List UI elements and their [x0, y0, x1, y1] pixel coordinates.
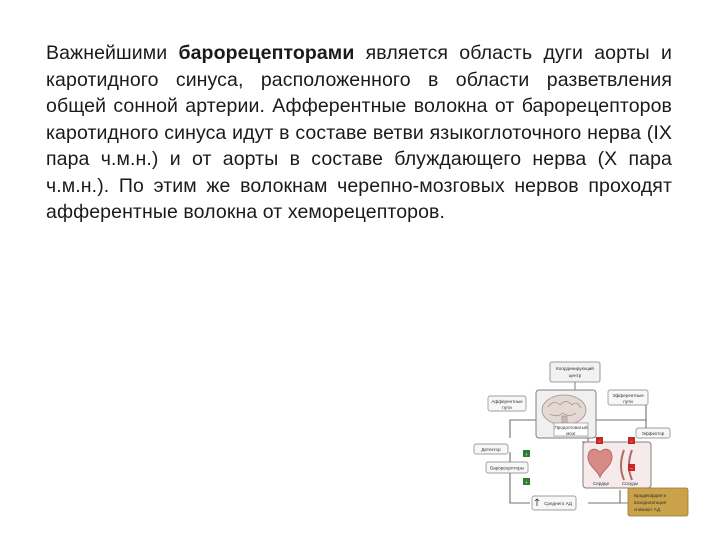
paragraph-term: барорецепторами [178, 42, 355, 64]
body-paragraph [46, 40, 672, 226]
coordinating-center-label-1: Координирующий [556, 366, 594, 371]
minus-sign-vessels: − [630, 439, 633, 444]
coordinating-center-label-2: центр [568, 373, 582, 378]
vessels-label: Сосуды [621, 481, 639, 486]
efferent-paths-label-1: Эфферентные [612, 393, 644, 398]
plus-sign-afferent: + [525, 452, 528, 457]
coordinating-center-box [550, 362, 600, 382]
effector-label: Эффектор [641, 431, 665, 436]
efferent-paths-label-2: пути [623, 399, 633, 404]
medulla-label-1: Продолговатый [554, 425, 588, 430]
result-label-2: вазодилатация [634, 500, 667, 505]
mean-bp-label: Среднего АД [544, 501, 572, 506]
baroreflex-diagram [470, 360, 702, 532]
afferent-paths-label-1: Афферентные [491, 399, 523, 404]
heart-label: Сердце [592, 481, 610, 486]
medulla-label-2: мозг [566, 431, 576, 436]
result-label-3: снижают АД [634, 507, 661, 512]
result-label-1: Брадикардия и [634, 493, 667, 498]
paragraph-intro: Важнейшими [46, 42, 179, 64]
baroreceptors-label: Барорецепторы [490, 465, 524, 471]
plus-sign-baroreceptors: + [525, 480, 528, 485]
detector-label: Детектор [481, 447, 501, 452]
afferent-paths-label-2: пути [502, 405, 512, 410]
minus-sign-effector: − [630, 466, 633, 471]
minus-sign-heart: − [598, 439, 601, 444]
paragraph-rest: является область дуги аорты и каротидного синуса, расположенного в области разветвления общей сонной артерии. Афферентные волокна от барорецепторов каротидного синуса идут в составе ветви языкоглоточного нерва (IX пара ч.м.н.) и от аорты в составе блуждающего нерва (X пара ч.м.н.). По этим же волокнам черепно-мозговых нервов проходят афферентные волокна от хеморецепторов. [46, 42, 672, 223]
